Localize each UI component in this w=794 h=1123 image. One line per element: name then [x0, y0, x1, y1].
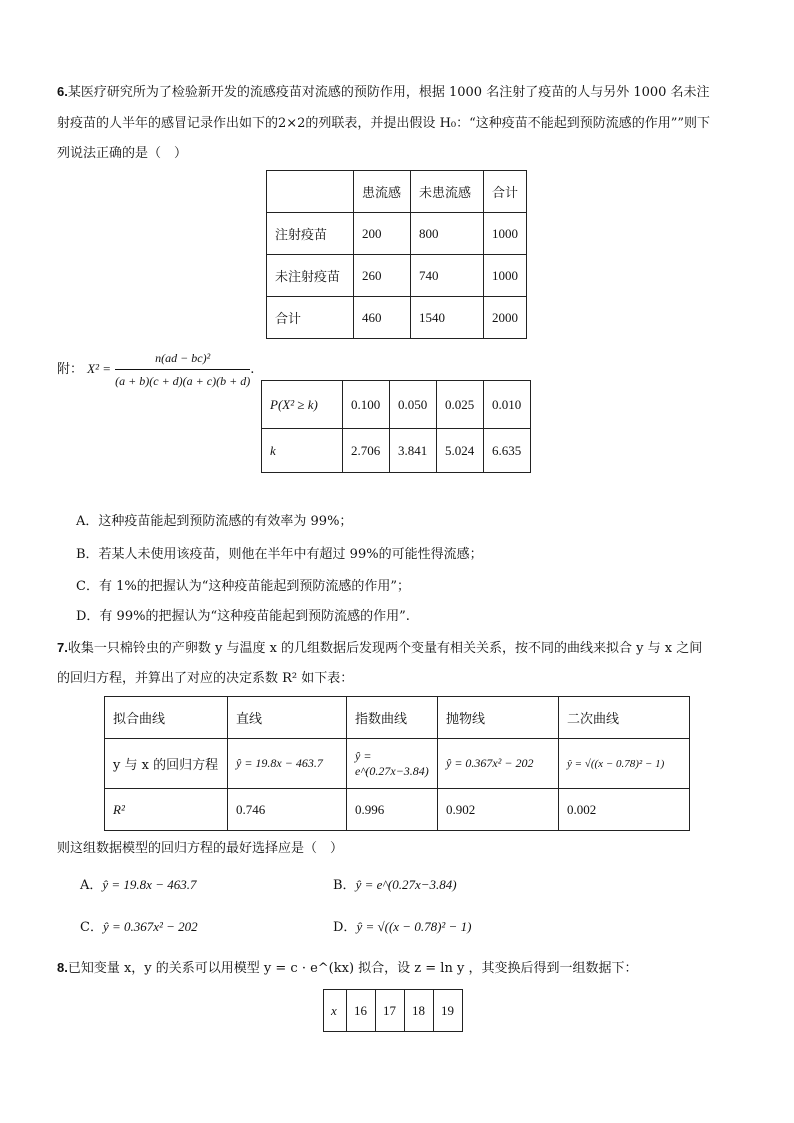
- q7-row-label: R²: [105, 789, 228, 831]
- q6-formula-fraction: [115, 348, 250, 391]
- q7-stem-2: 的回归方程，并算出了对应的决定系数 R² 如下表：: [57, 671, 354, 686]
- q8-line1: [57, 958, 637, 979]
- q6-option-a: A．这种疫苗能起到预防流感的有效率为 99%；: [76, 514, 353, 529]
- q7-option-b: [333, 875, 457, 896]
- q6-cell: 800: [411, 213, 484, 255]
- q6-line1: [57, 82, 710, 103]
- q6-k-cell: 6.635: [484, 429, 531, 473]
- q6-th-3: 合计: [484, 171, 527, 213]
- q7-th: 二次曲线: [559, 697, 690, 739]
- q6-stem-2: 射疫苗的人半年的感冒记录作出如下的2×2的列联表，并提出假设 H₀：“这种疫苗不能起到预防流感的作用””则下: [57, 116, 711, 131]
- q7-number: 7.: [57, 640, 68, 655]
- q6-cell: 未注射疫苗: [267, 255, 354, 297]
- q6-th-1: 患流感: [354, 171, 411, 213]
- q7-option-c: [80, 917, 198, 938]
- q6-note-prefix: 附：: [57, 362, 84, 377]
- q7-equation: ŷ = √((x − 0.78)² − 1): [559, 739, 690, 789]
- q6-cell: 注射疫苗: [267, 213, 354, 255]
- q7-r2: 0.902: [438, 789, 559, 831]
- q6-cell: 2000: [484, 297, 527, 339]
- q8-stem-1: 已知变量 x，y 的关系可以用模型 y = c · e^(kx) 拟合，设 z = ln y ，其变换后得到一组数据下：: [67, 961, 638, 976]
- q6-cell: 1000: [484, 255, 527, 297]
- q6-th-0: [267, 171, 354, 213]
- q6-formula-numerator: n(ad − bc)²: [115, 348, 250, 370]
- q7-regression-table: [104, 696, 690, 831]
- q7-option-letter: C．: [80, 920, 103, 935]
- q7-question: 则这组数据模型的回归方程的最好选择应是（ ）: [57, 841, 344, 856]
- q8-number: 8.: [57, 960, 68, 975]
- q6-cell: 合计: [267, 297, 354, 339]
- q6-cell: 460: [354, 297, 411, 339]
- q6-cell: 200: [354, 213, 411, 255]
- q6-cell: 1000: [484, 213, 527, 255]
- q7-equation: ŷ = e^(0.27x−3.84): [347, 739, 438, 789]
- q7-th: 拟合曲线: [105, 697, 228, 739]
- q7-row-label: y 与 x 的回归方程: [105, 739, 228, 789]
- q8-cell: 16: [347, 990, 376, 1032]
- q6-p-cell: 0.010: [484, 381, 531, 429]
- q6-contingency-table: [266, 170, 527, 339]
- q6-cell: 740: [411, 255, 484, 297]
- q6-p-cell: 0.050: [390, 381, 437, 429]
- q8-cell: 19: [434, 990, 463, 1032]
- q6-formula-denominator: (a + b)(c + d)(a + c)(b + d): [115, 374, 251, 388]
- q6-formula-end: .: [250, 362, 255, 377]
- q7-line1: [57, 638, 702, 659]
- q7-option-eq: ŷ = e^(0.27x−3.84): [355, 877, 457, 892]
- q7-option-letter: D．: [333, 920, 357, 935]
- q8-cell: 18: [405, 990, 434, 1032]
- q7-option-letter: B．: [333, 878, 356, 893]
- q6-p-cell: 0.025: [437, 381, 484, 429]
- q6-stem-3: 列说法正确的是（ ）: [57, 146, 188, 161]
- q6-option-b: B．若某人未使用该疫苗，则他在半年中有超过 99%的可能性得流感；: [76, 547, 483, 562]
- q6-stem-1: 某医疗研究所为了检验新开发的流感疫苗对流感的预防作用，根据 1000 名注射了疫苗的人与另外 1000 名未注: [67, 85, 710, 100]
- q7-option-eq: ŷ = 0.367x² − 202: [102, 919, 198, 934]
- q7-equation: ŷ = 19.8x − 463.7: [228, 739, 347, 789]
- q6-formula: [57, 348, 254, 391]
- q7-r2: 0.002: [559, 789, 690, 831]
- q6-k-cell: 2.706: [343, 429, 390, 473]
- q8-data-table: [323, 989, 463, 1032]
- q7-option-a: [80, 875, 196, 896]
- q6-option-d: D．有 99%的把握认为“这种疫苗能起到预防流感的作用”.: [76, 609, 410, 624]
- q6-k-cell: 5.024: [437, 429, 484, 473]
- q6-k-rowlabel: k: [262, 429, 343, 473]
- q6-cell: 1540: [411, 297, 484, 339]
- q6-critical-value-table: [261, 380, 531, 473]
- q7-r2: 0.746: [228, 789, 347, 831]
- q7-th: 直线: [228, 697, 347, 739]
- q7-r2: 0.996: [347, 789, 438, 831]
- q7-th: 指数曲线: [347, 697, 438, 739]
- q7-option-eq: ŷ = 19.8x − 463.7: [102, 877, 197, 892]
- q7-th: 抛物线: [438, 697, 559, 739]
- q6-p-cell: 0.100: [343, 381, 390, 429]
- q6-th-2: 未患流感: [411, 171, 484, 213]
- q6-formula-lhs: X² =: [87, 361, 112, 376]
- q7-option-letter: A．: [80, 878, 103, 893]
- q8-cell: x: [324, 990, 347, 1032]
- q6-option-c: C．有 1%的把握认为“这种疫苗能起到预防流感的作用”；: [76, 579, 410, 594]
- q8-cell: 17: [376, 990, 405, 1032]
- q6-number: 6.: [57, 84, 68, 99]
- q7-option-d: [333, 917, 471, 938]
- q6-cell: 260: [354, 255, 411, 297]
- q7-option-eq: ŷ = √((x − 0.78)² − 1): [356, 919, 472, 934]
- q6-k-rowlabel: P(X² ≥ k): [262, 381, 343, 429]
- q7-stem-1: 收集一只棉铃虫的产卵数 y 与温度 x 的几组数据后发现两个变量有相关关系，按不同的曲线来拟合 y 与 x 之间: [67, 641, 703, 656]
- q6-k-cell: 3.841: [390, 429, 437, 473]
- q7-equation: ŷ = 0.367x² − 202: [438, 739, 559, 789]
